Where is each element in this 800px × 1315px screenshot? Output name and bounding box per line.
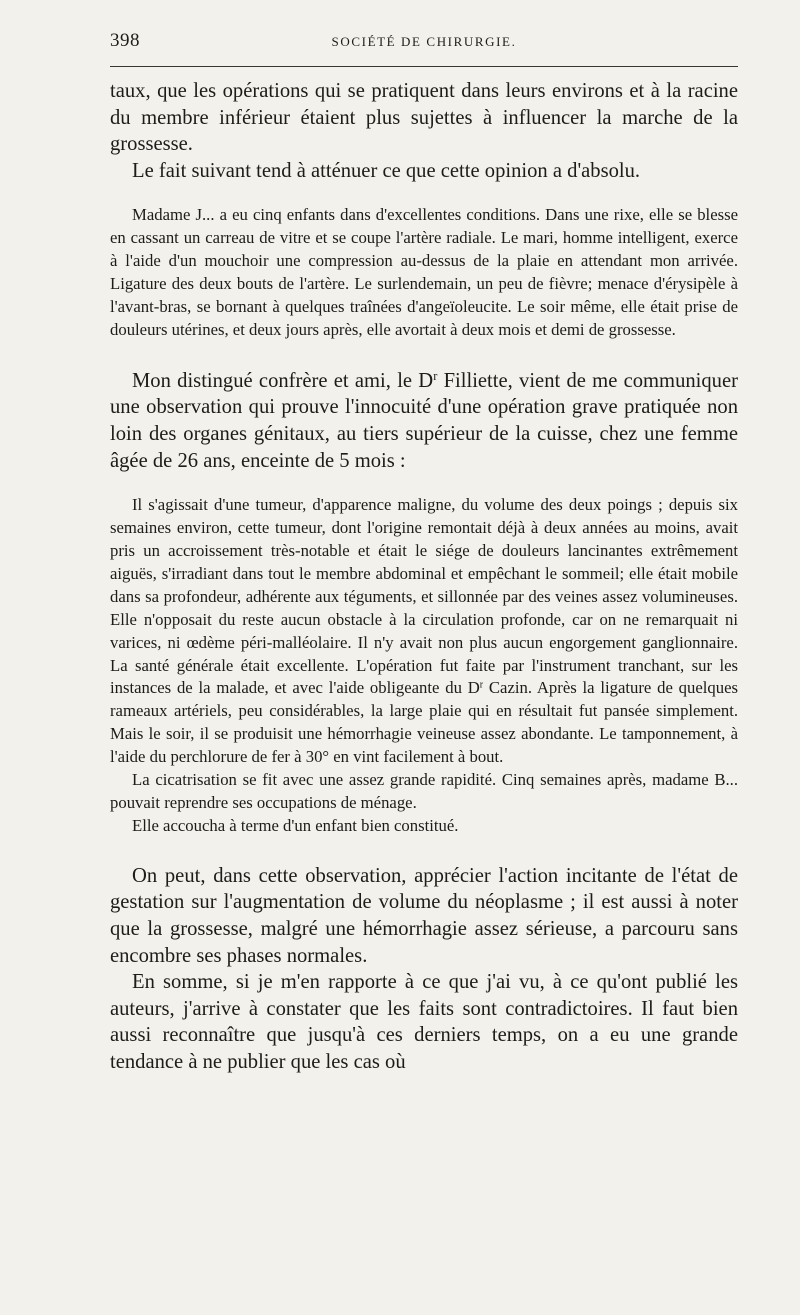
page-number: 398 <box>110 30 140 51</box>
case-accouchement: Elle accoucha à terme d'un enfant bien constitué. <box>132 815 459 835</box>
paragraph-filliette-part1: Mon distingué confrère et ami, le D <box>132 369 434 392</box>
doctor-abbrev-sup: r <box>479 679 484 691</box>
paragraph-en-somme: En somme, si je m'en rapporte à ce que j'ai vu, à ce qu'ont publié les auteurs, j'arrive à constater que les faits sont contradictoires. Il faut bien aussi reconnaître que jusqu'à ces derniers temps, on a eu une grande tendance à ne publier que les cas où <box>110 971 738 1073</box>
running-head: SOCIÉTÉ DE CHIRURGIE. <box>331 34 517 49</box>
case-tumeur-part2: Cazin. Après la ligature de quelques rameaux artériels, peu considérables, la large plaie qui en résultait fut pansée simplement. Mais le soir, il se produisit une hémorrhagie veineuse assez abondante. Le tamponnement, à l'aide du perchlorure de fer à 30° en vint facilement à bout. <box>110 678 738 767</box>
paragraph-filliette-part2: Filliette, vient de me communiquer une observation qui prouve l'innocuité d'une opération grave pratiquée non loin des organes génitaux, au tiers supérieur de la cuisse, chez une femme âgée de 26 ans, enceinte de 5 mois : <box>110 369 738 472</box>
doctor-abbrev-sup: r <box>433 369 438 384</box>
paragraph-continuation: taux, que les opérations qui se pratiquent dans leurs environs et à la racine du membre inférieur étaient plus sujettes à influencer la marche de la grossesse. <box>110 80 738 156</box>
header-rule <box>110 66 738 67</box>
paragraph-filliette-intro <box>110 368 738 474</box>
case-cicatrisation: La cicatrisation se fit avec une assez grande rapidité. Cinq semaines après, madame B... pouvait reprendre ses occupations de ménage. <box>110 770 738 812</box>
page-header <box>110 30 738 56</box>
paragraph-observation: On peut, dans cette observation, apprécier l'action incitante de l'état de gestation sur l'augmentation de volume du néoplasme ; il est aussi à noter que la grossesse, malgré une hémorrhagie assez sérieuse, a parcouru sans encombre ses phases normales. <box>110 864 738 967</box>
case-madame-j: Madame J... a eu cinq enfants dans d'excellentes conditions. Dans une rixe, elle se blesse en cassant un carreau de vitre et se coupe l'artère radiale. Le mari, homme intelligent, exerce à l'aide d'un mouchoir une compression au-dessus de la plaie en attendant mon arrivée. Ligature des deux bouts de l'artère. Le surlendemain, un peu de fièvre; menace d'érysipèle à l'avant-bras, se bornant à quelques traînées d'angeïoleucite. Le soir même, elle était prise de douleurs utérines, et deux jours après, elle avortait à deux mois et demi de grossesse. <box>110 205 738 339</box>
paragraph-transition: Le fait suivant tend à atténuer ce que cette opinion a d'absolu. <box>132 159 641 182</box>
case-tumeur <box>110 494 738 769</box>
body-text <box>110 78 738 1076</box>
case-tumeur-part1: Il s'agissait d'une tumeur, d'apparence maligne, du volume des deux poings ; depuis six semaines environ, cette tumeur, dont l'origine remontait déjà à deux années au moins, avait pris un accroissement très-notable et était le siége de douleurs lancinantes extrêmement aiguës, s'irradiant dans tout le membre abdominal et empêchant le sommeil; elle était mobile dans sa profondeur, adhérente aux téguments, et sillonnée par des veines assez volumineuses. Elle n'opposait du reste aucun obstacle à la circulation profonde, car on ne remarquait ni varices, ni œdème péri-malléolaire. Il n'y avait non plus aucun engorgement ganglionnaire. La santé générale était excellente. L'opération fut faite par l'instrument tranchant, sur les instances de la malade, et avec l'aide obligeante du D <box>110 495 738 698</box>
